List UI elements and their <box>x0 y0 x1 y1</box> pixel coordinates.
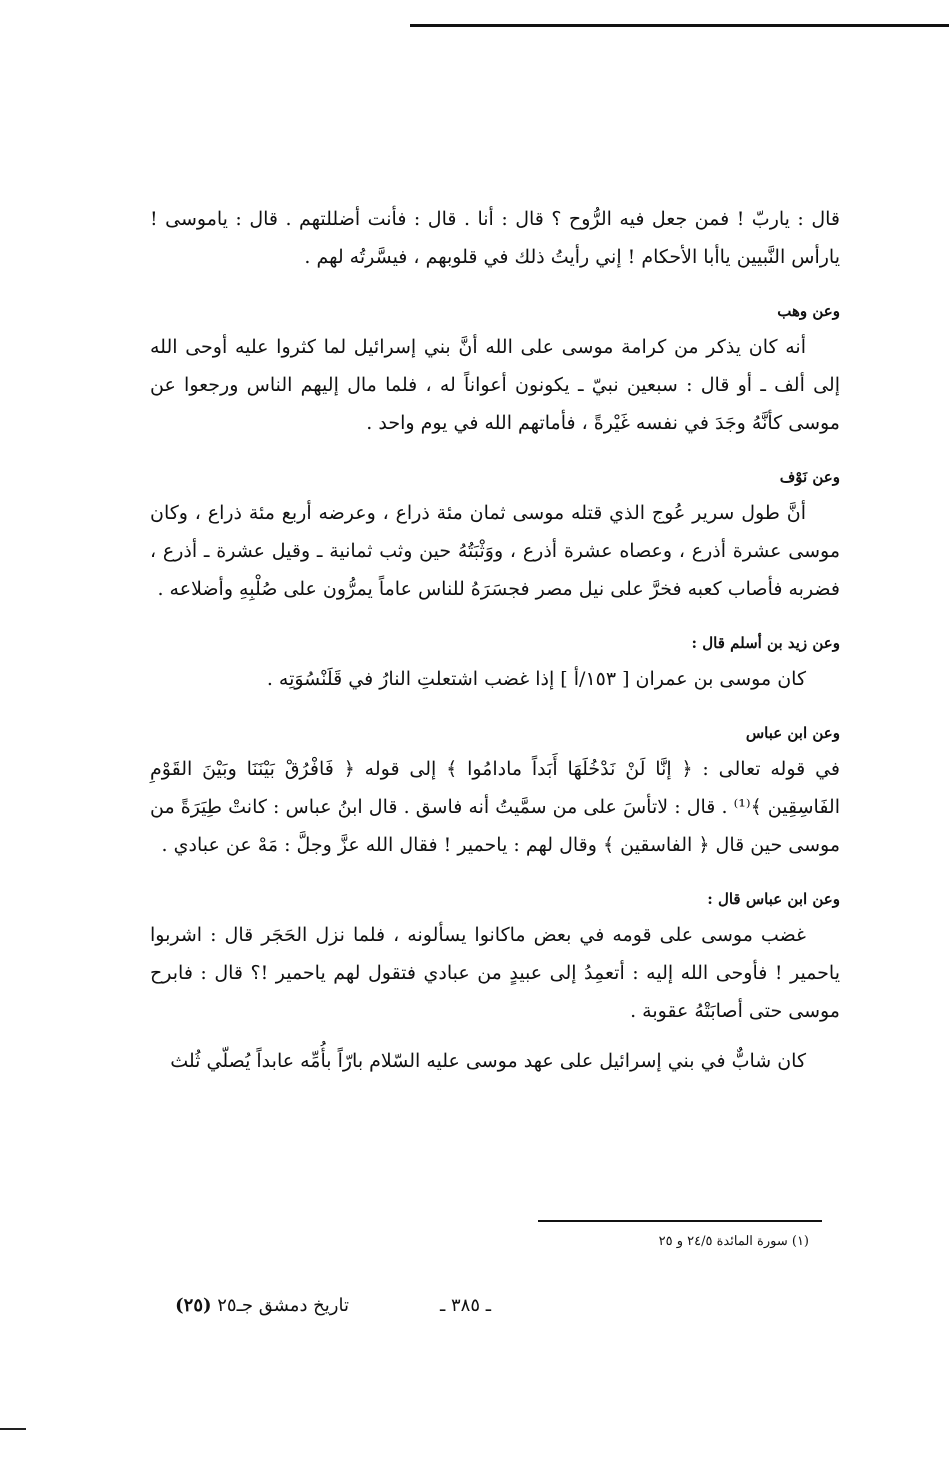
heading-ibn-abbas-2: وعن ابن عباس قال : <box>707 890 840 908</box>
heading-zayd: وعن زيد بن أسلم قال : <box>691 634 840 652</box>
heading-wahb: وعن وهب <box>777 302 840 320</box>
top-rule <box>410 24 949 27</box>
heading-ibn-abbas-1: وعن ابن عباس <box>745 724 840 742</box>
paragraph-wahb: أنه كان يذكر من كرامة موسى على الله أنَّ بني إسرائيل لما كثروا عليه أوحى الله إلى ألف ـ أو قال : سبعين نبيّ ـ يكونون أعواناً له ، فلما مال إليهم الناس ورجعوا عن موسى كأنَّهُ وجَدَ في نفسه غَيْرةً ، فأماتهم الله في يوم واحد . <box>150 336 840 434</box>
paragraph-nawf: أنَّ طول سرير عُوج الذي قتله موسى ثمان مئة ذراع ، وعرضه أربع مئة ذراع ، وكان موسى عشرة أذرع ، وعصاه عشرة أذرع ، ووَثْبَتُهُ حين وثب ثمانية ـ وقيل عشرة ـ أذرع ، فضربه فأصاب كعبه فخرَّ على نيل مصر فجسَرَهُ للناس عاماً يمرُّون على صُلْبِهِ وأضلاعه . <box>150 502 840 600</box>
page-number: ـ ٣٨٥ ـ <box>440 1295 492 1316</box>
volume-number: (٢٥) <box>175 1295 212 1316</box>
paragraph-ibn-abbas-2: غضب موسى على قومه في بعض ماكانوا يسألونه ، فلما نزل الحَجَر قال : اشربوا ياحمير ! فأوحى الله إليه : أتعمِدُ إلى عبيدٍ من عبادي فتقول لهم ياحمير !؟ قال : فابرح موسى حتى أصابَتْهُ عقوبة . <box>150 924 840 1022</box>
paragraph-young-man: كان شابٌّ في بني إسرائيل على عهد موسى عليه السّلام بارّاً بأُمِّه عابداً يُصلّي ثُلث <box>170 1050 806 1072</box>
footnote-rule <box>538 1220 822 1222</box>
edge-mark <box>0 1428 26 1430</box>
heading-nawf: وعن نَوْف <box>779 468 840 486</box>
paragraph-zayd: كان موسى بن عمران [ ١٥٣/أ ] إذا غضب اشتعلتِ النارُ في قَلَنْسُوَتِه . <box>266 668 806 690</box>
paragraph-continuation: قال : ياربّ ! فمن جعل فيه الرُّوح ؟ قال : أنا . قال : فأنت أضللتهم . قال : ياموسى ! يارأس النَّبيين ياأبا الأحكام ! إني رأيتُ ذلك في قلوبهم ، فيسَّرتُه لهم . <box>150 208 840 268</box>
footnote: (١) سورة المائدة ٢٤/٥ و ٢٥ <box>658 1234 809 1249</box>
book-title: تاريخ دمشق جـ٢٥ <box>217 1295 349 1316</box>
page-body <box>150 200 840 1080</box>
book-title-footer <box>175 1295 349 1316</box>
paragraph-ibn-abbas-1: في قوله تعالى : ﴿ إنَّا لَنْ نَدْخُلَهَا أَبَداً مادامُوا ﴾ إلى قوله ﴿ فَافْرُقْ بَيْنَنَا وبَيْنَ القَوْمِ الفَاسِقِين ﴾⁽¹⁾ . قال : لاتأسَ على من سمَّيتُ أنه فاسق . قال ابنُ عباس : كانتْ طِيَرَةً من موسى حين قال ﴿ الفاسقين ﴾ وقال لهم : ياحمير ! فقال الله عزَّ وجلَّ : مَهْ عن عبادي . <box>150 758 841 856</box>
